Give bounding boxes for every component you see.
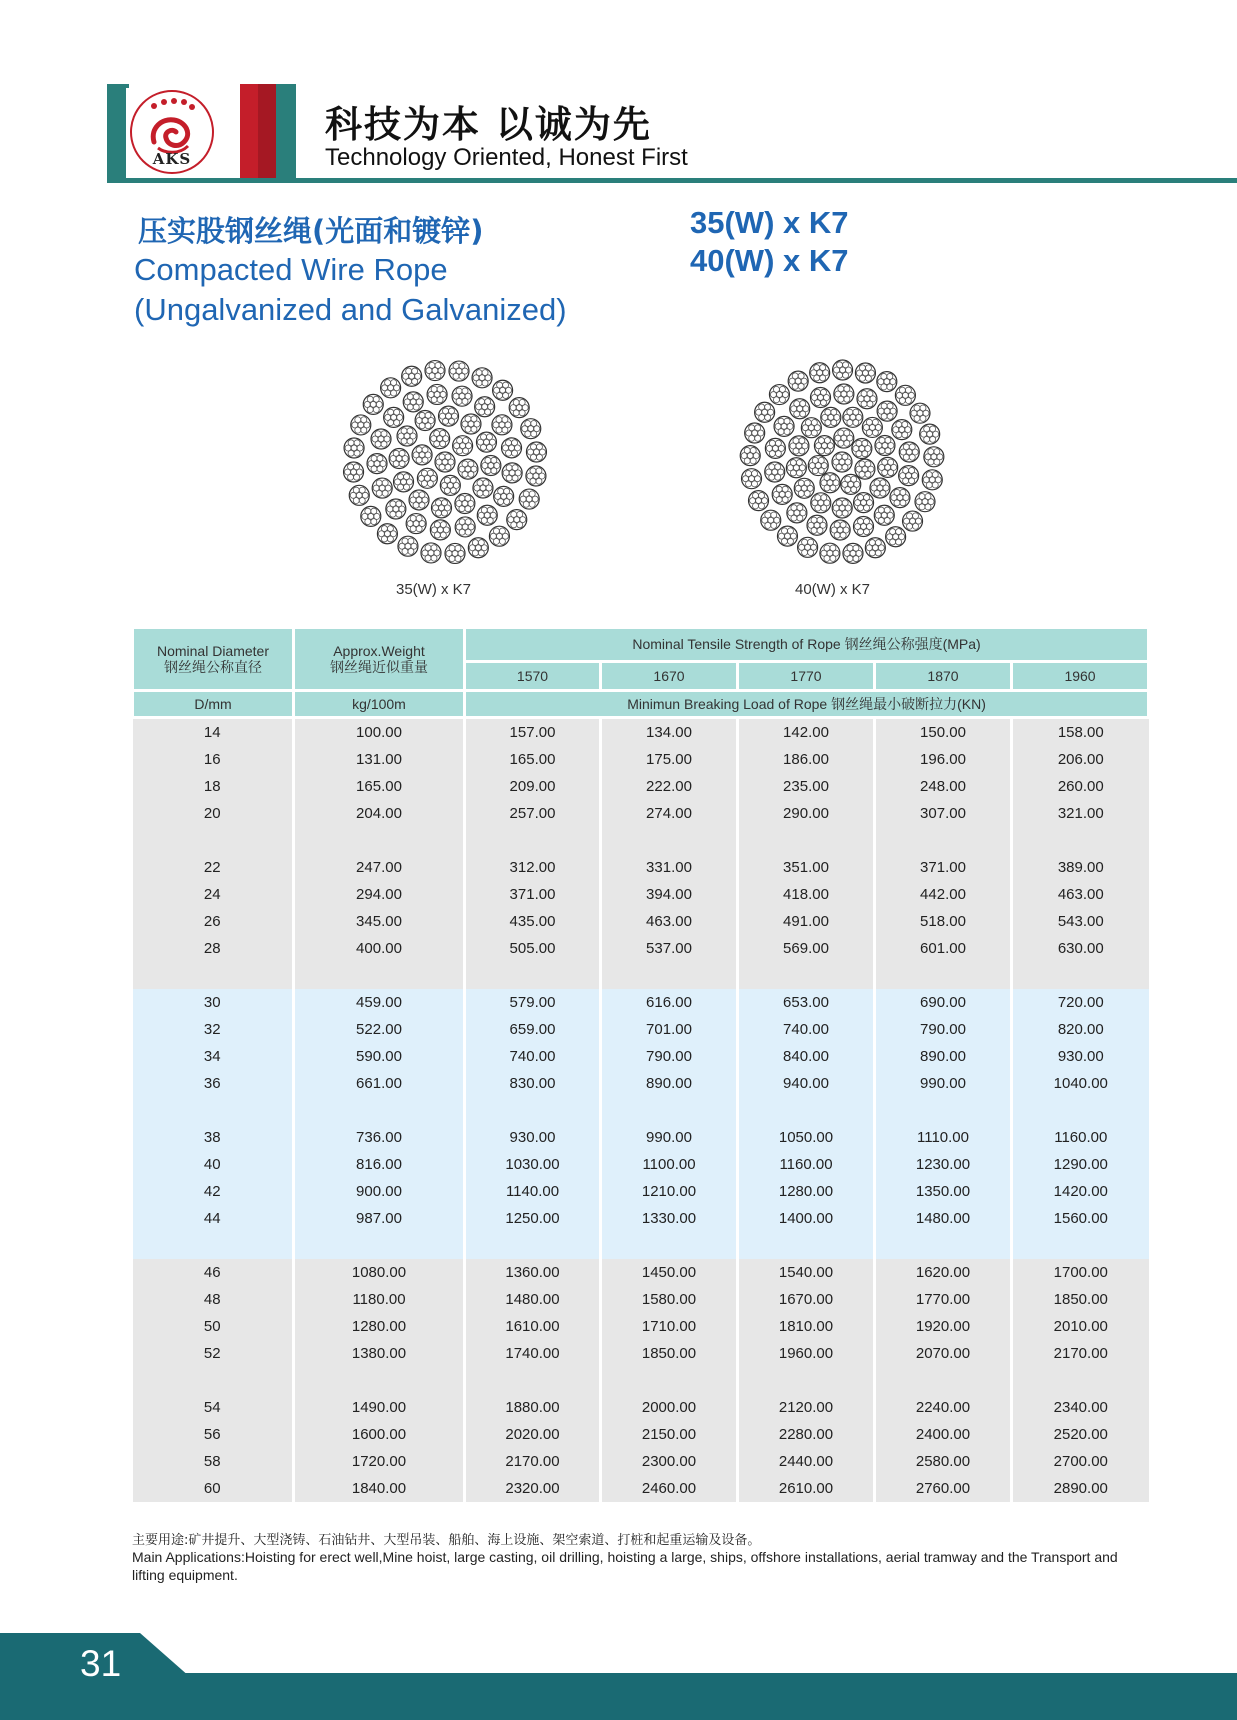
table-cell: 790.00 xyxy=(875,1016,1012,1043)
table-cell: 1160.00 xyxy=(738,1151,875,1178)
table-cell: 2440.00 xyxy=(738,1448,875,1475)
table-cell: 790.00 xyxy=(601,1043,738,1070)
table-cell: 32 xyxy=(133,1016,294,1043)
table-spacer-cell xyxy=(465,1367,601,1394)
table-cell: 2340.00 xyxy=(1012,1394,1149,1421)
table-cell: 1840.00 xyxy=(294,1475,465,1502)
table-cell: 740.00 xyxy=(738,1016,875,1043)
header-weight-en: Approx.Weight xyxy=(333,643,425,659)
table-cell: 2000.00 xyxy=(601,1394,738,1421)
table-row xyxy=(133,1421,1149,1448)
slogan-english: Technology Oriented, Honest First xyxy=(325,144,688,171)
table-cell: 2760.00 xyxy=(875,1475,1012,1502)
table-cell: 165.00 xyxy=(465,746,601,773)
table-cell: 543.00 xyxy=(1012,908,1149,935)
table-cell: 740.00 xyxy=(465,1043,601,1070)
table-cell: 1710.00 xyxy=(601,1313,738,1340)
table-spacer-cell xyxy=(294,1367,465,1394)
table-cell: 294.00 xyxy=(294,881,465,908)
table-cell: 653.00 xyxy=(738,989,875,1016)
table-cell: 1030.00 xyxy=(465,1151,601,1178)
table-cell: 1290.00 xyxy=(1012,1151,1149,1178)
table-cell: 2170.00 xyxy=(465,1448,601,1475)
table-cell: 1380.00 xyxy=(294,1340,465,1367)
table-spacer-cell xyxy=(465,1097,601,1124)
table-cell: 2010.00 xyxy=(1012,1313,1149,1340)
table-cell: 736.00 xyxy=(294,1124,465,1151)
table-cell: 2170.00 xyxy=(1012,1340,1149,1367)
table-spacer-cell xyxy=(738,1367,875,1394)
table-cell: 14 xyxy=(133,718,294,747)
table-row xyxy=(133,1394,1149,1421)
table-spacer-cell xyxy=(1012,1232,1149,1259)
table-spacer-cell xyxy=(294,1232,465,1259)
table-cell: 2020.00 xyxy=(465,1421,601,1448)
table-row xyxy=(133,881,1149,908)
table-cell: 2240.00 xyxy=(875,1394,1012,1421)
table-spacer-cell xyxy=(738,1097,875,1124)
table-cell: 345.00 xyxy=(294,908,465,935)
table-cell: 1610.00 xyxy=(465,1313,601,1340)
table-cell: 1330.00 xyxy=(601,1205,738,1232)
table-row xyxy=(133,1340,1149,1367)
table-spacer-cell xyxy=(875,1367,1012,1394)
table-cell: 2400.00 xyxy=(875,1421,1012,1448)
table-cell: 1490.00 xyxy=(294,1394,465,1421)
table-row xyxy=(133,718,1149,747)
table-cell: 418.00 xyxy=(738,881,875,908)
header-grade-1770: 1770 xyxy=(738,661,875,690)
table-cell: 58 xyxy=(133,1448,294,1475)
table-cell: 1960.00 xyxy=(738,1340,875,1367)
table-cell: 351.00 xyxy=(738,854,875,881)
model-codes xyxy=(690,204,848,280)
table-cell: 661.00 xyxy=(294,1070,465,1097)
table-cell: 1700.00 xyxy=(1012,1259,1149,1286)
table-cell: 100.00 xyxy=(294,718,465,747)
table-row xyxy=(133,1259,1149,1286)
table-cell: 20 xyxy=(133,800,294,827)
table-cell: 175.00 xyxy=(601,746,738,773)
footer-band xyxy=(0,1673,1237,1720)
table-cell: 206.00 xyxy=(1012,746,1149,773)
logo xyxy=(126,88,222,178)
table-cell: 1140.00 xyxy=(465,1178,601,1205)
table-cell: 18 xyxy=(133,773,294,800)
table-cell: 1360.00 xyxy=(465,1259,601,1286)
table-row xyxy=(133,1205,1149,1232)
table-cell: 2610.00 xyxy=(738,1475,875,1502)
table-cell: 46 xyxy=(133,1259,294,1286)
table-cell: 222.00 xyxy=(601,773,738,800)
table-cell: 2890.00 xyxy=(1012,1475,1149,1502)
table-spacer-cell xyxy=(1012,1367,1149,1394)
product-title-line-1: Compacted Wire Rope xyxy=(134,252,448,287)
table-cell: 1720.00 xyxy=(294,1448,465,1475)
table-cell: 2150.00 xyxy=(601,1421,738,1448)
page-number: 31 xyxy=(80,1643,122,1684)
table-cell: 1600.00 xyxy=(294,1421,465,1448)
table-cell: 690.00 xyxy=(875,989,1012,1016)
table-cell: 1850.00 xyxy=(1012,1286,1149,1313)
rope-diagram-40w xyxy=(730,350,954,574)
table-cell: 247.00 xyxy=(294,854,465,881)
table-row xyxy=(133,1016,1149,1043)
table-spacer-cell xyxy=(875,962,1012,989)
table-cell: 820.00 xyxy=(1012,1016,1149,1043)
applications-note-chinese: 主要用途:矿井提升、大型浇铸、石油钻井、大型吊装、船舶、海上设施、架空索道、打桩和起重运输及设备。 xyxy=(132,1533,761,1548)
table-cell: 157.00 xyxy=(465,718,601,747)
table-cell: 1880.00 xyxy=(465,1394,601,1421)
table-spacer-cell xyxy=(875,827,1012,854)
table-cell: 701.00 xyxy=(601,1016,738,1043)
header-unit-diameter: D/mm xyxy=(133,691,294,718)
table-row xyxy=(133,746,1149,773)
model-code-2: 40(W) x K7 xyxy=(690,243,849,278)
table-row xyxy=(133,1070,1149,1097)
table-spacer-cell xyxy=(133,962,294,989)
table-spacer-cell xyxy=(294,1097,465,1124)
table-cell: 987.00 xyxy=(294,1205,465,1232)
table-cell: 1810.00 xyxy=(738,1313,875,1340)
applications-note-english: Main Applications:Hoisting for erect well,Mine hoist, large casting, oil drilling, hoisting a large, ships, offshore installations, aerial tramway and the Transport and lifting equipment. xyxy=(132,1549,1118,1583)
table-cell: 900.00 xyxy=(294,1178,465,1205)
table-cell: 537.00 xyxy=(601,935,738,962)
table-row xyxy=(133,935,1149,962)
table-cell: 394.00 xyxy=(601,881,738,908)
table-cell: 321.00 xyxy=(1012,800,1149,827)
table-cell: 54 xyxy=(133,1394,294,1421)
table-cell: 890.00 xyxy=(875,1043,1012,1070)
table-cell: 165.00 xyxy=(294,773,465,800)
table-cell: 1560.00 xyxy=(1012,1205,1149,1232)
table-cell: 1100.00 xyxy=(601,1151,738,1178)
table-cell: 24 xyxy=(133,881,294,908)
table-cell: 940.00 xyxy=(738,1070,875,1097)
table-cell: 1250.00 xyxy=(465,1205,601,1232)
table-cell: 312.00 xyxy=(465,854,601,881)
table-row xyxy=(133,1043,1149,1070)
table-spacer-cell xyxy=(601,1367,738,1394)
header-weight-cn: 钢丝绳近似重量 xyxy=(330,659,428,675)
table-cell: 1920.00 xyxy=(875,1313,1012,1340)
table-cell: 601.00 xyxy=(875,935,1012,962)
table-cell: 42 xyxy=(133,1178,294,1205)
table-cell: 522.00 xyxy=(294,1016,465,1043)
table-cell: 590.00 xyxy=(294,1043,465,1070)
product-title-line-2: (Ungalvanized and Galvanized) xyxy=(134,292,567,327)
table-row xyxy=(133,1286,1149,1313)
table-cell: 459.00 xyxy=(294,989,465,1016)
table-cell: 30 xyxy=(133,989,294,1016)
table-cell: 1480.00 xyxy=(465,1286,601,1313)
model-code-1: 35(W) x K7 xyxy=(690,205,849,240)
table-cell: 1450.00 xyxy=(601,1259,738,1286)
table-spacer-cell xyxy=(601,1097,738,1124)
table-row xyxy=(133,1475,1149,1502)
table-cell: 2320.00 xyxy=(465,1475,601,1502)
header-diameter-en: Nominal Diameter xyxy=(156,643,270,659)
table-cell: 307.00 xyxy=(875,800,1012,827)
table-spacer-cell xyxy=(738,827,875,854)
table-spacer-cell xyxy=(875,1232,1012,1259)
table-cell: 60 xyxy=(133,1475,294,1502)
table-cell: 840.00 xyxy=(738,1043,875,1070)
table-cell: 52 xyxy=(133,1340,294,1367)
table-cell: 1580.00 xyxy=(601,1286,738,1313)
product-title-english xyxy=(134,250,567,330)
table-cell: 930.00 xyxy=(1012,1043,1149,1070)
header-unit-weight: kg/100m xyxy=(294,691,465,718)
table-cell: 1180.00 xyxy=(294,1286,465,1313)
table-cell: 463.00 xyxy=(601,908,738,935)
header-tensile-strength: Nominal Tensile Strength of Rope 钢丝绳公称强度(MPa) xyxy=(465,628,1149,662)
table-cell: 28 xyxy=(133,935,294,962)
header-bar-red-dark xyxy=(258,84,276,180)
table-spacer-cell xyxy=(1012,1097,1149,1124)
table-cell: 209.00 xyxy=(465,773,601,800)
table-cell: 2120.00 xyxy=(738,1394,875,1421)
table-cell: 150.00 xyxy=(875,718,1012,747)
table-cell: 22 xyxy=(133,854,294,881)
table-spacer-cell xyxy=(133,1097,294,1124)
header-grade-1960: 1960 xyxy=(1012,661,1149,690)
table-cell: 1080.00 xyxy=(294,1259,465,1286)
table-cell: 1620.00 xyxy=(875,1259,1012,1286)
table-cell: 389.00 xyxy=(1012,854,1149,881)
table-cell: 50 xyxy=(133,1313,294,1340)
table-spacer-cell xyxy=(133,1232,294,1259)
table-cell: 1110.00 xyxy=(875,1124,1012,1151)
table-cell: 2700.00 xyxy=(1012,1448,1149,1475)
header-grade-1570: 1570 xyxy=(465,661,601,690)
table-cell: 1420.00 xyxy=(1012,1178,1149,1205)
table-cell: 990.00 xyxy=(875,1070,1012,1097)
table-cell: 196.00 xyxy=(875,746,1012,773)
table-row xyxy=(133,854,1149,881)
table-spacer-cell xyxy=(465,827,601,854)
table-cell: 331.00 xyxy=(601,854,738,881)
table-cell: 44 xyxy=(133,1205,294,1232)
table-row xyxy=(133,1124,1149,1151)
logo-text: AKS xyxy=(152,150,192,168)
table-group-spacer xyxy=(133,1367,1149,1394)
table-cell: 131.00 xyxy=(294,746,465,773)
product-title-chinese: 压实股钢丝绳(光面和镀锌) xyxy=(138,214,484,248)
wire-rope-cross-section-icon xyxy=(730,350,954,574)
table-cell: 1480.00 xyxy=(875,1205,1012,1232)
header-approx-weight xyxy=(294,628,465,691)
table-cell: 34 xyxy=(133,1043,294,1070)
header-grade-1870: 1870 xyxy=(875,661,1012,690)
table-cell: 720.00 xyxy=(1012,989,1149,1016)
table-spacer-cell xyxy=(294,827,465,854)
table-group-spacer xyxy=(133,962,1149,989)
table-cell: 463.00 xyxy=(1012,881,1149,908)
table-cell: 2070.00 xyxy=(875,1340,1012,1367)
table-row xyxy=(133,1178,1149,1205)
table-cell: 204.00 xyxy=(294,800,465,827)
table-cell: 990.00 xyxy=(601,1124,738,1151)
table-cell: 2520.00 xyxy=(1012,1421,1149,1448)
header-nominal-diameter xyxy=(133,628,294,691)
table-cell: 1350.00 xyxy=(875,1178,1012,1205)
table-row xyxy=(133,989,1149,1016)
table-cell: 248.00 xyxy=(875,773,1012,800)
specification-table xyxy=(131,626,1150,1502)
table-group-spacer xyxy=(133,1097,1149,1124)
table-group-spacer xyxy=(133,827,1149,854)
table-cell: 400.00 xyxy=(294,935,465,962)
header-bar-teal-right xyxy=(276,84,296,180)
header-grade-1670: 1670 xyxy=(601,661,738,690)
rope-diagram-40w-caption: 40(W) x K7 xyxy=(795,581,871,598)
table-cell: 40 xyxy=(133,1151,294,1178)
table-cell: 36 xyxy=(133,1070,294,1097)
table-cell: 1540.00 xyxy=(738,1259,875,1286)
table-cell: 930.00 xyxy=(465,1124,601,1151)
table-cell: 616.00 xyxy=(601,989,738,1016)
table-spacer-cell xyxy=(133,827,294,854)
table-spacer-cell xyxy=(601,962,738,989)
table-cell: 2300.00 xyxy=(601,1448,738,1475)
table-cell: 2460.00 xyxy=(601,1475,738,1502)
table-row xyxy=(133,1151,1149,1178)
table-cell: 1040.00 xyxy=(1012,1070,1149,1097)
table-cell: 830.00 xyxy=(465,1070,601,1097)
table-cell: 491.00 xyxy=(738,908,875,935)
table-cell: 48 xyxy=(133,1286,294,1313)
table-cell: 1160.00 xyxy=(1012,1124,1149,1151)
table-cell: 1400.00 xyxy=(738,1205,875,1232)
table-cell: 1280.00 xyxy=(738,1178,875,1205)
table-cell: 1210.00 xyxy=(601,1178,738,1205)
table-spacer-cell xyxy=(738,962,875,989)
header-diameter-cn: 钢丝绳公称直径 xyxy=(164,659,262,675)
table-cell: 442.00 xyxy=(875,881,1012,908)
table-row xyxy=(133,1448,1149,1475)
table-spacer-cell xyxy=(1012,827,1149,854)
table-cell: 1770.00 xyxy=(875,1286,1012,1313)
table-cell: 518.00 xyxy=(875,908,1012,935)
table-spacer-cell xyxy=(133,1367,294,1394)
table-cell: 1670.00 xyxy=(738,1286,875,1313)
wire-rope-cross-section-icon xyxy=(333,350,557,574)
table-cell: 235.00 xyxy=(738,773,875,800)
table-body xyxy=(133,718,1149,1503)
table-cell: 569.00 xyxy=(738,935,875,962)
table-group-spacer xyxy=(133,1232,1149,1259)
table-cell: 1280.00 xyxy=(294,1313,465,1340)
table-cell: 290.00 xyxy=(738,800,875,827)
table-cell: 1230.00 xyxy=(875,1151,1012,1178)
table-cell: 371.00 xyxy=(875,854,1012,881)
table-cell: 659.00 xyxy=(465,1016,601,1043)
table-cell: 816.00 xyxy=(294,1151,465,1178)
table-cell: 26 xyxy=(133,908,294,935)
table-cell: 38 xyxy=(133,1124,294,1151)
table-spacer-cell xyxy=(465,962,601,989)
table-row xyxy=(133,1313,1149,1340)
table-spacer-cell xyxy=(601,827,738,854)
rope-diagram-35w-caption: 35(W) x K7 xyxy=(396,581,472,598)
table-cell: 257.00 xyxy=(465,800,601,827)
table-cell: 1740.00 xyxy=(465,1340,601,1367)
table-cell: 274.00 xyxy=(601,800,738,827)
table-spacer-cell xyxy=(601,1232,738,1259)
table-cell: 186.00 xyxy=(738,746,875,773)
table-cell: 630.00 xyxy=(1012,935,1149,962)
table-cell: 505.00 xyxy=(465,935,601,962)
header-breaking-load: Minimun Breaking Load of Rope 钢丝绳最小破断拉力(KN) xyxy=(465,691,1149,718)
table-cell: 435.00 xyxy=(465,908,601,935)
table-row xyxy=(133,800,1149,827)
table-cell: 371.00 xyxy=(465,881,601,908)
table-cell: 16 xyxy=(133,746,294,773)
header-bar-red xyxy=(240,84,258,180)
table-cell: 2280.00 xyxy=(738,1421,875,1448)
table-spacer-cell xyxy=(1012,962,1149,989)
table-spacer-cell xyxy=(875,1097,1012,1124)
table-row xyxy=(133,773,1149,800)
table-spacer-cell xyxy=(294,962,465,989)
table-cell: 260.00 xyxy=(1012,773,1149,800)
rope-diagram-35w xyxy=(333,350,557,574)
table-cell: 1050.00 xyxy=(738,1124,875,1151)
table-spacer-cell xyxy=(465,1232,601,1259)
header-underline xyxy=(107,178,1237,183)
table-cell: 890.00 xyxy=(601,1070,738,1097)
table-spacer-cell xyxy=(738,1232,875,1259)
table-cell: 2580.00 xyxy=(875,1448,1012,1475)
dragon-logo-icon xyxy=(130,90,214,174)
slogan-chinese: 科技为本 以诚为先 xyxy=(325,103,652,146)
table-cell: 1850.00 xyxy=(601,1340,738,1367)
table-cell: 134.00 xyxy=(601,718,738,747)
table-cell: 142.00 xyxy=(738,718,875,747)
table-cell: 579.00 xyxy=(465,989,601,1016)
table-cell: 158.00 xyxy=(1012,718,1149,747)
table-cell: 56 xyxy=(133,1421,294,1448)
table-row xyxy=(133,908,1149,935)
